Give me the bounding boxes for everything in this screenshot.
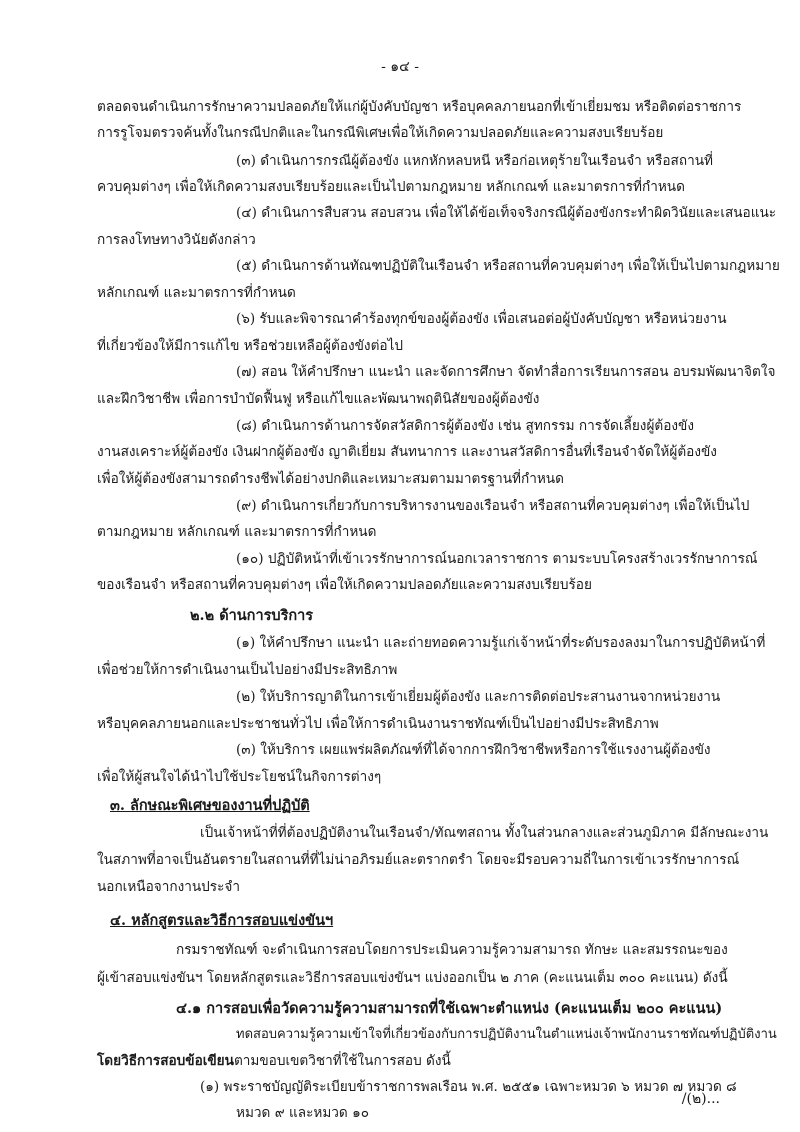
emphasis-text: โดยวิธีการสอบข้อเขียน bbox=[97, 1053, 234, 1069]
paragraph-line: เพื่อช่วยให้การดำเนินงานเป็นไปอย่างมีประสิทธิภาพ bbox=[97, 662, 398, 678]
paragraph-line: การรูโจมตรวจค้นทั้งในกรณีปกติและในกรณีพิเศษเพื่อให้เกิดความปลอดภัยและความสงบเรียบร้อย bbox=[97, 125, 664, 141]
list-item-2: (๒) ให้บริการญาติในการเข้าเยี่ยมผู้ต้องขัง และการติดต่อประสานงานจากหน่วยงาน bbox=[236, 689, 721, 705]
paragraph-line: เพื่อให้ผู้ต้องขังสามารถดำรงชีพได้อย่างปกติและเหมาะสมตามมาตรฐานที่กำหนด bbox=[97, 471, 564, 487]
paragraph-line: นอกเหนือจากงานประจำ bbox=[97, 879, 240, 895]
paragraph-line: หลักเกณฑ์ และมาตรการที่กำหนด bbox=[97, 285, 296, 301]
list-item-10: (๑๐) ปฏิบัติหน้าที่เข้าเวรรักษาการณ์นอกเวลาราชการ ตามระบบโครงสร้างเวรรักษาการณ์ bbox=[236, 551, 758, 567]
paragraph-line: ที่เกี่ยวข้องให้มีการแก้ไข หรือช่วยเหลือผู้ต้องขังต่อไป bbox=[97, 338, 404, 354]
list-item-6: (๖) รับและพิจารณาคำร้องทุกข์ของผู้ต้องขัง เพื่อเสนอต่อผู้บังคับบัญชา หรือหน่วยงาน bbox=[236, 311, 727, 327]
list-item-1: (๑) ให้คำปรึกษา แนะนำ และถ่ายทอดความรู้แก่เจ้าหน้าที่ระดับรองลงมาในการปฏิบัติหน้าที่ bbox=[236, 635, 766, 651]
paragraph-line: ผู้เข้าสอบแข่งขันฯ โดยหลักสูตรและวิธีการสอบแข่งขันฯ แบ่งออกเป็น ๒ ภาค (คะแนนเต็ม ๓๐๐ คะแนน) ดังนี้ bbox=[97, 970, 728, 986]
continuation-marker: /(๒)... bbox=[681, 1091, 720, 1107]
paragraph-line: กรมราชทัณฑ์ จะดำเนินการสอบโดยการประเมินความรู้ความสามารถ ทักษะ และสมรรถนะของ bbox=[176, 942, 728, 958]
paragraph-line: เพื่อให้ผู้สนใจได้นำไปใช้ประโยชน์ในกิจการต่างๆ bbox=[97, 769, 382, 785]
list-item-7: (๗) สอน ให้คำปรึกษา แนะนำ และจัดการศึกษา จัดทำสื่อการเรียนการสอน อบรมพัฒนาจิตใจ bbox=[236, 364, 776, 380]
list-item-8: (๘) ดำเนินการด้านการจัดสวัสดิการผู้ต้องขัง เช่น สูทกรรม การจัดเลี้ยงผู้ต้องขัง bbox=[236, 418, 694, 434]
paragraph-line: ในสภาพที่อาจเป็นอันตรายในสถานที่ที่ไม่น่าอภิรมย์และตรากตรำ โดยจะมีรอบความถี่ในการเข้าเวรรักษาการณ์ bbox=[97, 852, 740, 868]
list-item-9: (๙) ดำเนินการเกี่ยวกับการบริหารงานของเรือนจำ หรือสถานที่ควบคุมต่างๆ เพื่อให้เป็นไป bbox=[236, 498, 750, 514]
list-item-1: (๑) พระราชบัญญัติระเบียบข้าราชการพลเรือน พ.ศ. ๒๕๕๑ เฉพาะหมวด ๖ หมวด ๗ หมวด ๘ bbox=[200, 1079, 737, 1095]
paragraph-line: ตลอดจนดำเนินการรักษาความปลอดภัยให้แก่ผู้บังคับบัญชา หรือบุคคลภายนอกที่เข้าเยี่ยมชม หรือติดต่อราชการ bbox=[97, 99, 742, 115]
list-item-5: (๕) ดำเนินการด้านทัณฑปฏิบัติในเรือนจำ หรือสถานที่ควบคุมต่างๆ เพื่อให้เป็นไปตามกฎหมาย bbox=[236, 258, 780, 274]
text-continuation: ตามขอบเขตวิชาที่ใช้ในการสอบ ดังนี้ bbox=[233, 1053, 451, 1069]
list-item-3: (๓) ดำเนินการกรณีผู้ต้องขัง แหกหักหลบหนี หรือก่อเหตุร้ายในเรือนจำ หรือสถานที่ bbox=[236, 153, 713, 169]
paragraph-line: ทดสอบความรู้ความเข้าใจที่เกี่ยวข้องกับการปฏิบัติงานในตำแหน่งเจ้าพนักงานราชทัณฑ์ปฏิบัติงาน bbox=[236, 1027, 777, 1042]
paragraph-line: ควบคุมต่างๆ เพื่อให้เกิดความสงบเรียบร้อยและเป็นไปตามกฎหมาย หลักเกณฑ์ และมาตรการที่กำหนด bbox=[97, 179, 685, 195]
section-heading-3: ๓. ลักษณะพิเศษของงานที่ปฏิบัติ bbox=[110, 797, 310, 814]
page-number: - ๑๔ - bbox=[381, 59, 419, 75]
list-item-4: (๔) ดำเนินการสืบสวน สอบสวน เพื่อให้ได้ข้อเท็จจริงกรณีผู้ต้องขังกระทำผิดวินัยและเสนอแนะ bbox=[236, 205, 777, 221]
section-heading-2-2: ๒.๒ ด้านการบริการ bbox=[190, 607, 314, 624]
paragraph-line: และฝึกวิชาชีพ เพื่อการบำบัดฟื้นฟู หรือแก้ไขและพัฒนาพฤตินิสัยของผู้ต้องขัง bbox=[97, 391, 540, 407]
paragraph-line: ของเรือนจำ หรือสถานที่ควบคุมต่างๆ เพื่อให้เกิดความปลอดภัยและความสงบเรียบร้อย bbox=[97, 577, 592, 593]
paragraph-line: เป็นเจ้าหน้าที่ที่ต้องปฏิบัติงานในเรือนจำ/ทัณฑสถาน ทั้งในส่วนกลางและส่วนภูมิภาค มีลักษณะงาน bbox=[200, 825, 769, 841]
paragraph-line bbox=[97, 1052, 451, 1070]
section-heading-4: ๔. หลักสูตรและวิธีการสอบแข่งขันฯ bbox=[110, 912, 334, 929]
paragraph-line: การลงโทษทางวินัยดังกล่าว bbox=[97, 232, 256, 248]
paragraph-line: หรือบุคคลภายนอกและประชาชนทั่วไป เพื่อให้การดำเนินงานราชทัณฑ์เป็นไปอย่างมีประสิทธิภาพ bbox=[97, 716, 659, 732]
paragraph-line: ตามกฎหมาย หลักเกณฑ์ และมาตรการที่กำหนด bbox=[97, 524, 377, 540]
paragraph-line: หมวด ๙ และหมวด ๑๐ bbox=[236, 1105, 370, 1121]
list-item-3: (๓) ให้บริการ เผยแพร่ผลิตภัณฑ์ที่ได้จากการฝึกวิชาชีพหรือการใช้แรงงานผู้ต้องขัง bbox=[236, 742, 711, 758]
section-heading-4-1: ๔.๑ การสอบเพื่อวัดความรู้ความสามารถที่ใช้เฉพาะตำแหน่ง (คะแนนเต็ม ๒๐๐ คะแนน) bbox=[176, 1000, 723, 1017]
paragraph-line: งานสงเคราะห์ผู้ต้องขัง เงินฝากผู้ต้องขัง ญาติเยี่ยม สันทนาการ และงานสวัสดิการอื่นที่เรือนจำจัดให้ผู้ต้องขัง bbox=[97, 444, 717, 460]
